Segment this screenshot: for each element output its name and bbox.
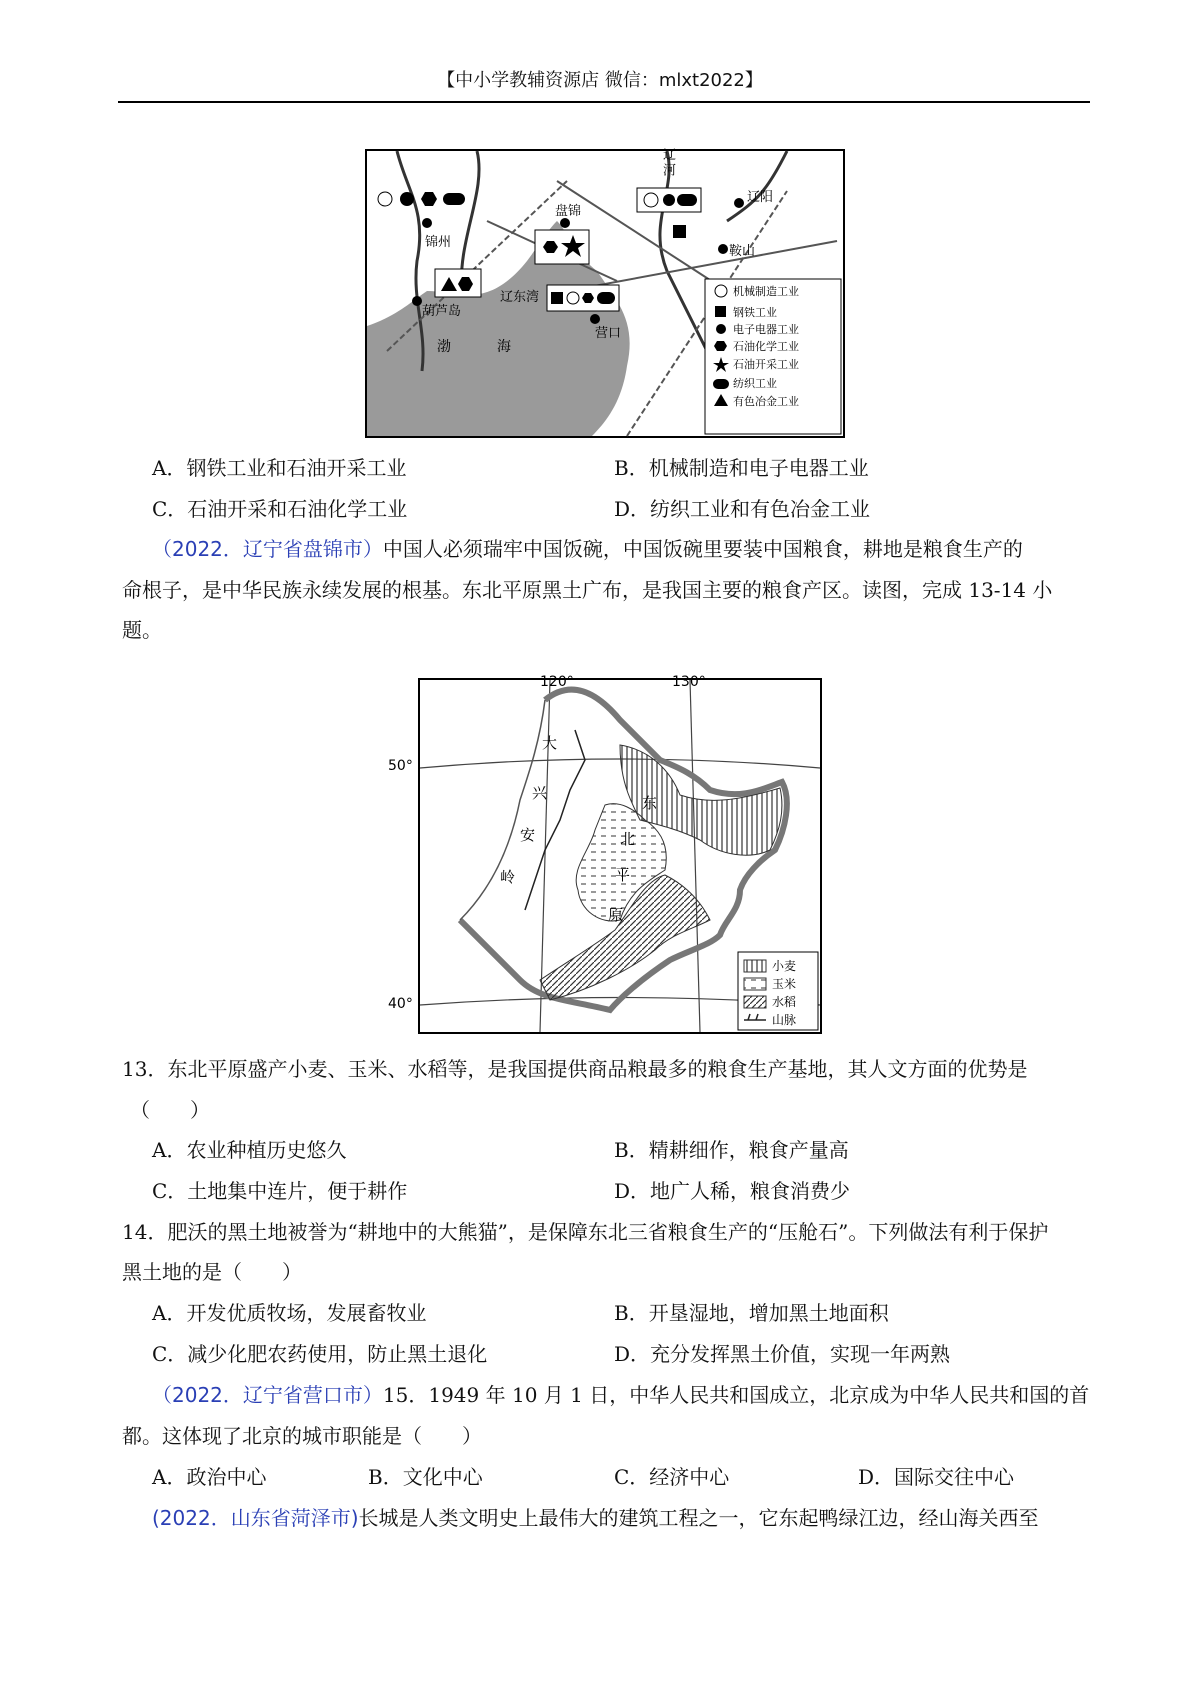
lat-50: 50° <box>388 758 413 774</box>
q13-option-b[interactable]: B．精耕细作，粮食产量高 <box>614 1138 849 1162</box>
q14-option-a[interactable]: A．开发优质牧场，发展畜牧业 <box>152 1301 427 1325</box>
huludao-symbol-box <box>435 269 481 297</box>
q13-stem-line1: 13．东北平原盛产小麦、玉米、水稻等，是我国提供商品粮最多的粮食生产基地，其人文方面的优势是 <box>122 1057 1028 1081</box>
plain-char-1: 东 <box>642 794 658 812</box>
label-jinzhou: 锦州 <box>425 235 452 250</box>
label-bo: 渤 <box>437 339 451 355</box>
q15-stem-line1 <box>152 1381 1089 1409</box>
q13-stem-line2: （ ） <box>130 1098 210 1122</box>
passage1-text1: 中国人必须瑞牢中国饭碗，中国饭碗里要装中国粮食，耕地是粮食生产的 <box>382 537 1023 561</box>
q12-option-d[interactable]: D．纺织工业和有色冶金工业 <box>614 497 871 521</box>
passage1-line1 <box>152 535 1023 563</box>
liaoyang-dot <box>734 198 744 208</box>
header-divider <box>118 101 1090 103</box>
legend-mountain: 山脉 <box>772 1013 797 1027</box>
passage2-source: (2022．山东省菏泽市) <box>152 1506 359 1530</box>
q14-stem-line2: 黑土地的是（ ） <box>122 1260 302 1284</box>
q14-option-c[interactable]: C．减少化肥农药使用，防止黑土退化 <box>152 1342 488 1366</box>
q13-option-a[interactable]: A．农业种植历史悠久 <box>152 1138 347 1162</box>
label-huludao: 葫芦岛 <box>422 304 462 319</box>
huludao-dot <box>412 296 422 306</box>
label-liaohe: 辽河 <box>663 148 677 179</box>
legend-electronics: 电子电器工业 <box>733 323 799 336</box>
bohai-sea <box>367 221 630 436</box>
q14-option-b[interactable]: B．开垦湿地，增加黑土地面积 <box>614 1301 889 1325</box>
q12-option-c[interactable]: C．石油开采和石油化学工业 <box>152 497 408 521</box>
anshan-dot <box>718 244 728 254</box>
jinzhou-symbols <box>378 192 465 206</box>
q13-option-d[interactable]: D．地广人稀，粮食消费少 <box>614 1179 851 1203</box>
q14-option-d[interactable]: D．充分发挥黑土价值，实现一年两熟 <box>614 1342 951 1366</box>
q15-stem-line2: 都。这体现了北京的城市职能是（ ） <box>122 1424 482 1448</box>
q13-option-c[interactable]: C．土地集中连片，便于耕作 <box>152 1179 408 1203</box>
jinzhou-dot <box>422 218 432 228</box>
legend-steel: 钢铁工业 <box>733 306 777 319</box>
passage1-line3: 题。 <box>122 618 162 642</box>
panjin-dot <box>560 218 570 228</box>
passage1-line2: 命根子，是中华民族永续发展的根基。东北平原黑土广布，是我国主要的粮食产区。读图，完成 13-14 小 <box>122 578 1053 602</box>
q15-option-a[interactable]: A．政治中心 <box>152 1465 267 1489</box>
label-anshan: 鞍山 <box>729 244 756 259</box>
range-char-2: 兴 <box>532 784 548 802</box>
anshan-steel-symbol <box>673 225 686 238</box>
plain-char-4: 原 <box>608 906 624 924</box>
legend-nonferrous: 有色冶金工业 <box>733 395 799 408</box>
legend-textile: 纺织工业 <box>733 377 777 390</box>
passage2-line1 <box>152 1504 1039 1532</box>
lat-40: 40° <box>388 996 413 1012</box>
label-hai: 海 <box>497 339 511 355</box>
northeast-plain-map <box>388 674 822 1034</box>
industry-legend <box>705 279 841 434</box>
label-liaodongwan: 辽东湾 <box>500 290 540 305</box>
northeast-plain-graphic <box>388 674 820 1032</box>
page-header: 【中小学教辅资源店 微信：mlxt2022】 <box>437 70 763 91</box>
q15-option-b[interactable]: B．文化中心 <box>368 1465 483 1489</box>
legend-wheat: 小麦 <box>772 959 797 973</box>
legend-machinery: 机械制造工业 <box>733 285 799 298</box>
q12-option-a[interactable]: A．钢铁工业和石油开采工业 <box>152 456 407 480</box>
lon-120: 120° <box>540 674 574 690</box>
lon-130: 130° <box>672 674 706 690</box>
legend-oil-extraction: 石油开采工业 <box>733 358 799 371</box>
label-yingkou: 营口 <box>595 326 622 341</box>
label-liaoyang: 辽阳 <box>747 190 774 205</box>
label-panjin: 盘锦 <box>555 204 582 219</box>
range-char-3: 安 <box>520 826 536 844</box>
legend-rice: 水稻 <box>772 995 797 1009</box>
plain-char-2: 北 <box>620 830 636 848</box>
q15-option-d[interactable]: D．国际交往中心 <box>858 1465 1015 1489</box>
q15-option-c[interactable]: C．经济中心 <box>614 1465 730 1489</box>
range-char-1: 大 <box>542 734 558 752</box>
q15-source: （2022．辽宁省营口市） <box>152 1383 383 1407</box>
range-char-4: 岭 <box>500 868 516 886</box>
industry-map-graphic <box>367 148 843 436</box>
q15-stem-text: 15．1949 年 10 月 1 日，中华人民共和国成立，北京成为中华人民共和国的首 <box>382 1383 1090 1407</box>
industry-map <box>365 149 845 438</box>
yingkou-dot <box>590 314 600 324</box>
legend-corn: 玉米 <box>772 977 797 991</box>
plain-char-3: 平 <box>615 866 631 884</box>
q12-option-b[interactable]: B．机械制造和电子电器工业 <box>614 456 869 480</box>
legend-petrochemical: 石油化学工业 <box>733 340 799 353</box>
passage1-source: （2022．辽宁省盘锦市） <box>152 537 383 561</box>
q14-stem-line1: 14．肥沃的黑土地被誉为“耕地中的大熊猫”，是保障东北三省粮食生产的“压舱石”。下列做法有利于保护 <box>122 1220 1049 1244</box>
passage2-text: 长城是人类文明史上最伟大的建筑工程之一，它东起鸭绿江边，经山海关西至 <box>358 1506 1039 1530</box>
